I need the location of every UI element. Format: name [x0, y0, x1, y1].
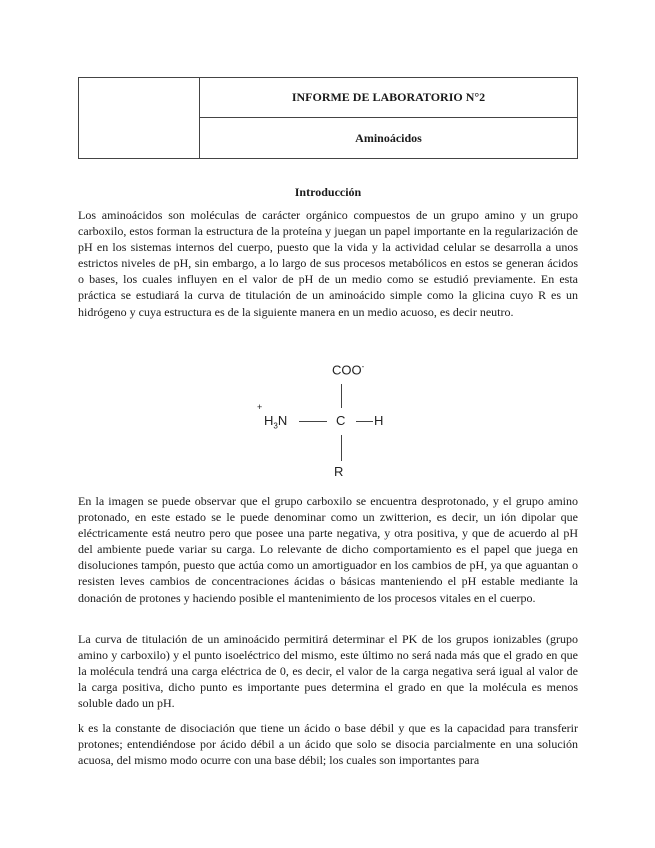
section-heading-introduccion: Introducción: [294, 185, 362, 199]
glycine-zwitterion-structure: [255, 356, 415, 481]
header-table: [78, 77, 578, 159]
bond-right: [356, 421, 373, 422]
paragraph-3: La curva de titulación de un aminoácido permitirá determinar el PK de los grupos ionizables (grupo amino y carboxilo) y el punto isoeléctrico del mismo, este último no será nada más que el grado en que la molécula tendrá una carga eléctrica de 0, es decir, el valor de la carga negativa será igual al valor de la carga positiva, dicho punto es importante pues determina el grado en que la molécula es menos soluble dado un pH.: [78, 632, 578, 711]
report-title: INFORME DE LABORATORIO N°2: [200, 78, 577, 118]
ammonium-group: [264, 413, 287, 431]
paragraph-2: En la imagen se puede observar que el grupo carboxilo se encuentra desprotonado, y el grupo amino protonado, en este estado se le puede denominar como un zwitterion, es decir, un ión dipolar que eléctricamente está neutro pero que posee una parte negativa, y otra positiva, y que de acuerdo al pH del ambiente puede variar su carga. Lo relevante de dicho comportamiento es el papel que juega en disoluciones tampón, puesto que actúa como un amortiguador en los cambios de pH, ya que aguantan o resisten leves cambios de concentraciones ácidas o básicas manteniendo el pH estable mediante la donación de protones y haciendo posible el mantenimiento de los procesos vitales en el cuerpo.: [78, 494, 578, 605]
bond-top: [341, 384, 342, 408]
carboxylate-label: COO: [332, 362, 362, 378]
ammonium-charge: +: [257, 402, 263, 412]
paragraph-1: Los aminoácidos son moléculas de carácter orgánico compuestos de un grupo amino y un grupo carboxilo, estos forman la estructura de la proteína y juegan un papel importante en la regularización de pH en los sistemas internos del cuerpo, puesto que la vida y la actividad celular se desarrolla a unos estrictos niveles de pH, sin embargo, a lo largo de sus procesos metabólicos en estos se generan ácidos o bases, los cuales influyen en el valor de pH de un medio como se estudió previamente. En esta práctica se estudiará la curva de titulación de un aminoácido simple como la glicina cuyo R es un hidrógeno y cuya estructura es de la siguiente manera en un medio acuoso, es decir neutro.: [78, 208, 578, 319]
r-group: R: [334, 464, 344, 479]
ammonium-subscript: 3: [273, 421, 278, 431]
carboxylate-group: [332, 362, 364, 377]
paragraph-4: k es la constante de disociación que tiene un ácido o base débil y que es la capacidad para transferir protones; entendiéndose por ácido débil a un ácido que solo se disocia parcialmente en una solución acuosa, del mismo modo ocurre con una base débil; los cuales son importantes para: [78, 721, 578, 768]
report-subtitle: Aminoácidos: [355, 130, 422, 145]
carboxylate-charge: -: [361, 362, 365, 371]
ammonium-n: N: [277, 413, 288, 428]
hydrogen-atom: H: [374, 413, 384, 428]
alpha-carbon: C: [336, 413, 346, 428]
bond-left: [299, 421, 327, 422]
logo-cell: [79, 78, 200, 158]
ammonium-h: H: [264, 413, 274, 428]
bond-bottom: [341, 435, 342, 461]
